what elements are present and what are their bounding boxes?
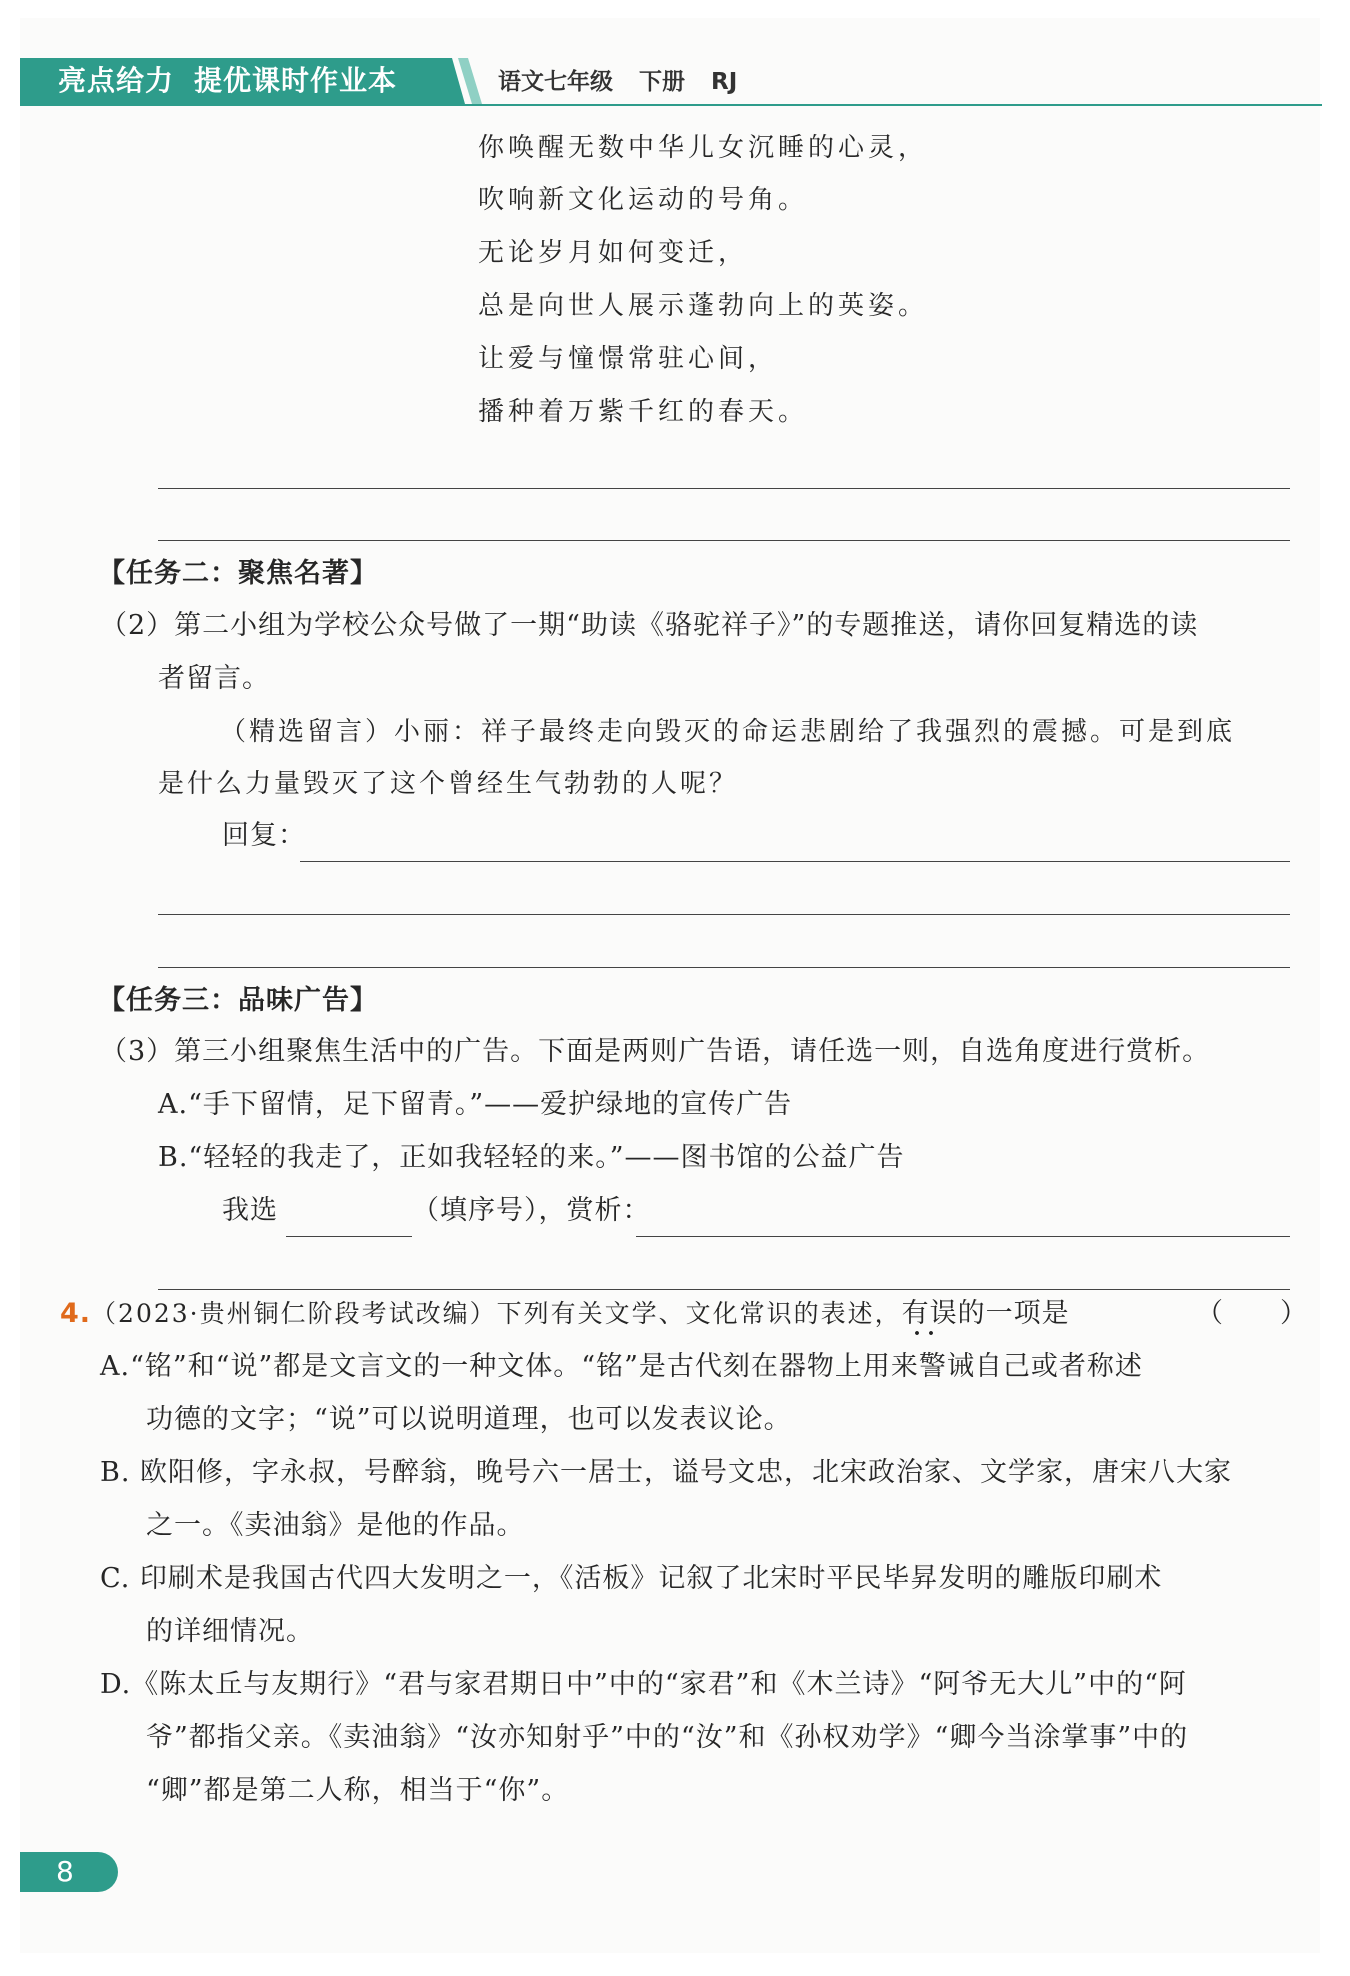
poem-line: 总是向世人展示蓬勃向上的英姿。 — [478, 291, 929, 321]
book-info — [498, 66, 763, 98]
choose-label: 我选 — [222, 1195, 278, 1226]
question-4-stem — [60, 1296, 1070, 1332]
emphasis-text: 有误 — [901, 1298, 958, 1329]
reply-label: 回复： — [222, 820, 306, 851]
poem-line: 无论岁月如何变迁， — [478, 238, 749, 268]
edition-label: RJ — [711, 69, 738, 95]
answer-parentheses[interactable]: （ ） — [1196, 1298, 1308, 1329]
option-a-cont: 功德的文字；“说”可以说明道理，也可以发表议论。 — [146, 1404, 792, 1435]
answer-line[interactable] — [158, 1289, 1290, 1290]
page-number: 8 — [56, 1855, 74, 1888]
reply-answer-line[interactable] — [300, 861, 1290, 862]
option-b: B. 欧阳修，字永叔，号醉翁，晚号六一居士，谥号文忠，北宋政治家、文学家，唐宋八大家 — [100, 1457, 1233, 1488]
header-divider — [20, 104, 1322, 106]
answer-line[interactable] — [158, 488, 1290, 489]
brand-left: 亮点给力 — [58, 64, 175, 97]
analysis-answer-line[interactable] — [636, 1236, 1290, 1237]
option-a: A.“铭”和“说”都是文言文的一种文体。“铭”是古代刻在器物上用来警诫自己或者称述 — [100, 1351, 1143, 1382]
task3-question: （3）第三小组聚焦生活中的广告。下面是两则广告语，请任选一则，自选角度进行赏析。 — [100, 1036, 1211, 1067]
ad-option-a: A.“手下留情，足下留青。”——爱护绿地的宣传广告 — [158, 1089, 793, 1120]
featured-message: （精选留言）小丽：祥子最终走向毁灭的命运悲剧给了我强烈的震撼。可是到底 — [220, 717, 1236, 747]
answer-line[interactable] — [158, 540, 1290, 541]
option-d-cont: 爷”都指父亲。《卖油翁》“汝亦知射乎”中的“汝”和《孙权劝学》“卿今当涂掌事”中的 — [146, 1722, 1189, 1753]
task2-title: 【任务二：聚焦名著】 — [98, 558, 378, 589]
answer-line[interactable] — [158, 967, 1290, 968]
task2-question: （2）第二小组为学校公众号做了一期“助读《骆驼祥子》”的专题推送，请你回复精选的读 — [100, 610, 1199, 641]
poem-line: 你唤醒无数中华儿女沉睡的心灵， — [478, 133, 929, 163]
task3-title: 【任务三：品味广告】 — [98, 985, 378, 1016]
ad-option-b: B.“轻轻的我走了，正如我轻轻的来。”——图书馆的公益广告 — [158, 1142, 905, 1173]
question-source-and-stem: （2023·贵州铜仁阶段考试改编）下列有关文学、文化常识的表述， — [91, 1299, 902, 1328]
page-header — [20, 58, 1322, 106]
option-b-cont: 之一。《卖油翁》是他的作品。 — [146, 1510, 525, 1541]
question-number: 4. — [60, 1298, 92, 1329]
option-d-cont: “卿”都是第二人称，相当于“你”。 — [146, 1775, 570, 1806]
answer-line[interactable] — [158, 914, 1290, 915]
option-c-cont: 的详细情况。 — [146, 1616, 314, 1647]
poem-line: 让爱与憧憬常驻心间， — [478, 344, 779, 374]
poem-line: 播种着万紫千红的春天。 — [478, 397, 809, 427]
question-stem-end: 的一项是 — [957, 1298, 1070, 1329]
brand-title — [58, 64, 417, 98]
option-c: C. 印刷术是我国古代四大发明之一，《活板》记叙了北宋时平民毕昇发明的雕版印刷术 — [100, 1563, 1163, 1594]
poem-line: 吹响新文化运动的号角。 — [478, 185, 809, 215]
subject-label: 语文七年级 — [498, 69, 613, 95]
choice-blank[interactable] — [286, 1236, 412, 1237]
brand-right: 提优课时作业本 — [194, 64, 398, 97]
option-d: D.《陈太丘与友期行》“君与家君期日中”中的“家君”和《木兰诗》“阿爷无大儿”中的“阿 — [100, 1669, 1187, 1700]
volume-label: 下册 — [639, 69, 685, 95]
featured-message-cont: 是什么力量毁灭了这个曾经生气勃勃的人呢？ — [158, 769, 739, 799]
fill-label: （填序号），赏析： — [412, 1195, 651, 1226]
task2-question-cont: 者留言。 — [158, 663, 270, 694]
